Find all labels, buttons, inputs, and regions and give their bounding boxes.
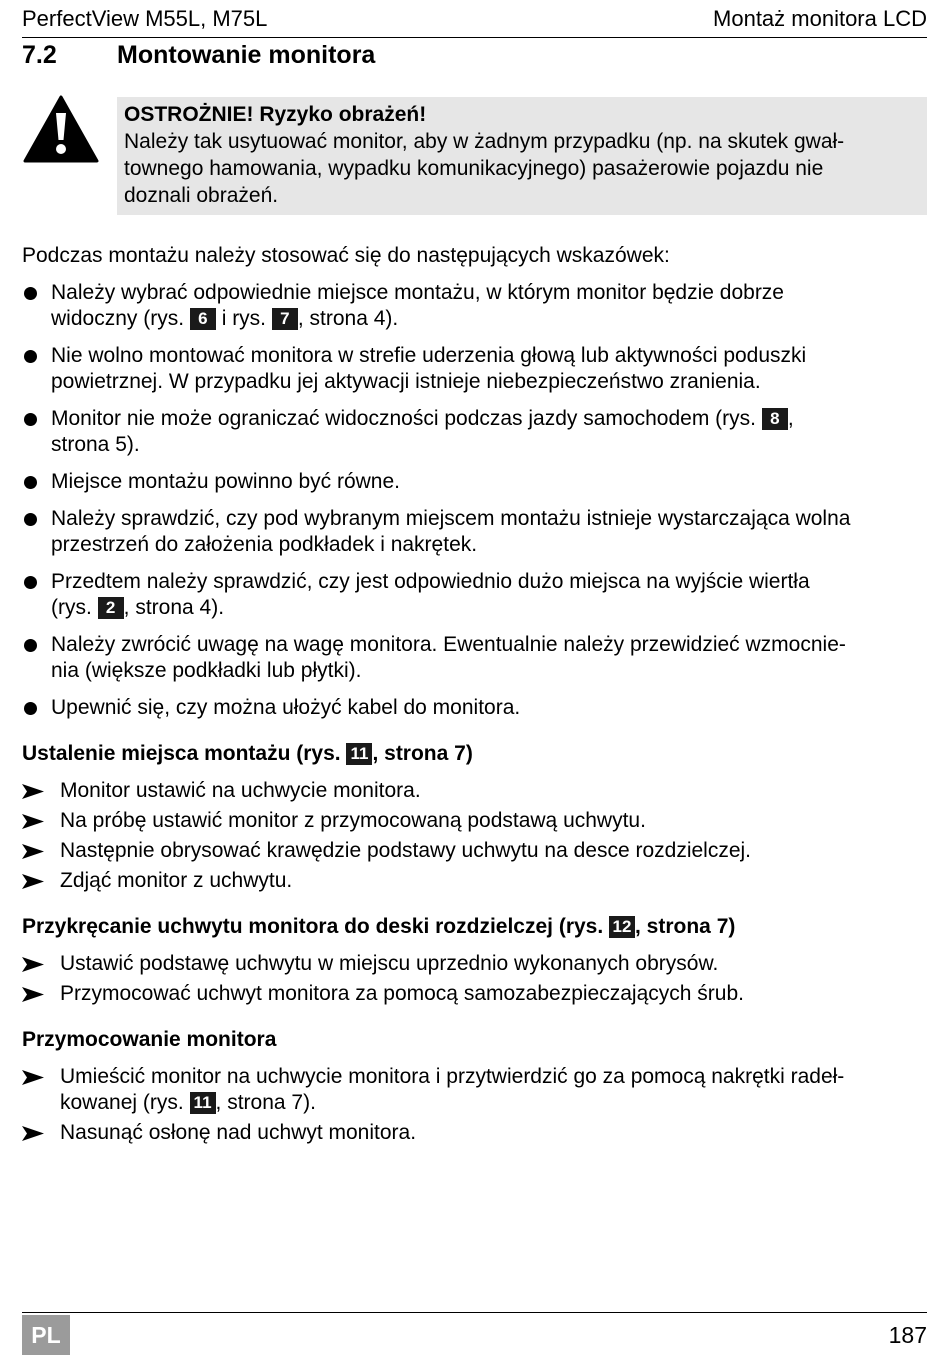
step-line: Przymocować uchwyt monitora za pomocą samozabezpieczających śrub.: [60, 982, 744, 1005]
text-run: , strona 7).: [215, 1091, 316, 1114]
section-title: Montowanie monitora: [117, 41, 376, 69]
figure-ref-badge: 8: [762, 408, 788, 430]
warning-triangle-icon: [23, 95, 99, 163]
bullet-line: [51, 306, 927, 332]
arrow-bullet-icon: [22, 987, 44, 1002]
bullet-item: [22, 569, 927, 621]
page-header: [22, 5, 927, 38]
section-number: 7.2: [22, 41, 57, 69]
subheading-screw-mount: [22, 915, 735, 939]
step-line: Umieścić monitor na uchwycie monitora i przytwierdzić go za pomocą nakrętki radeł-: [60, 1065, 845, 1088]
step-line: Ustawić podstawę uchwytu w miejscu uprzednio wykonanych obrysów.: [60, 952, 719, 975]
text-run: Ustalenie miejsca montażu (rys.: [22, 742, 347, 765]
arrow-bullet-icon: [22, 784, 44, 799]
subheading-determine-location: [22, 742, 473, 766]
step-line: [60, 1090, 927, 1116]
warning-title: OSTROŻNIE! Ryzyko obrażeń!: [124, 103, 427, 126]
text-run: , strona 4).: [123, 596, 225, 619]
bullet-item: [22, 695, 927, 721]
warning-box: [117, 97, 927, 215]
figure-ref-badge: 12: [609, 916, 635, 938]
subheading-attach-monitor: Przymocowanie monitora: [22, 1028, 277, 1051]
step-item: [22, 1064, 927, 1116]
text-run: (rys.: [51, 596, 98, 619]
text-run: i rys.: [215, 307, 272, 330]
figure-ref-badge: 7: [272, 308, 298, 330]
bullet-line: Przedtem należy sprawdzić, czy jest odpowiednio dużo miejsca na wyjście wiertła: [51, 570, 810, 593]
figure-ref-badge: 2: [98, 597, 124, 619]
warning-line: Należy tak usytuować monitor, aby w żadnym przypadku (np. na skutek gwał-: [124, 130, 845, 153]
bullet-line: przestrzeń do założenia podkładek i nakrętek.: [51, 533, 478, 556]
warning-line: doznali obrażeń.: [124, 184, 279, 207]
bullet-line: Należy sprawdzić, czy pod wybranym miejscem montażu istnieje wystarczająca wolna: [51, 507, 851, 530]
bullet-dot: [24, 287, 37, 300]
text-run: kowanej (rys.: [60, 1091, 190, 1114]
text-run: , strona 4).: [297, 307, 399, 330]
step-item: [22, 838, 927, 864]
warning-line: townego hamowania, wypadku komunikacyjnego) pasażerowie pojazdu nie: [124, 157, 824, 180]
section-heading: [22, 41, 375, 70]
step-line: Następnie obrysować krawędzie podstawy uchwytu na desce rozdzielczej.: [60, 839, 752, 862]
text-run: , strona 7): [372, 742, 473, 765]
step-line: Monitor ustawić na uchwycie monitora.: [60, 779, 421, 802]
bullet-dot: [24, 476, 37, 489]
step-item: [22, 981, 927, 1007]
header-product: PerfectView M55L, M75L: [22, 6, 268, 31]
arrow-bullet-icon: [22, 814, 44, 829]
text-run: Przykręcanie uchwytu monitora do deski rozdzielczej (rys.: [22, 915, 610, 938]
bullet-item: [22, 343, 927, 395]
intro-paragraph: Podczas montażu należy stosować się do następujących wskazówek:: [22, 244, 670, 267]
page-number: 187: [888, 1322, 927, 1348]
language-badge: PL: [22, 1315, 70, 1355]
bullet-item: [22, 632, 927, 684]
step-item: [22, 951, 927, 977]
bullet-line: nia (większe podkładki lub płytki).: [51, 659, 362, 682]
bullet-line: Nie wolno montować monitora w strefie uderzenia głową lub aktywności poduszki: [51, 344, 807, 367]
header-chapter: Montaż monitora LCD: [713, 6, 927, 31]
bullet-dot: [24, 413, 37, 426]
text-run: widoczny (rys.: [51, 307, 190, 330]
bullet-line: Należy wybrać odpowiednie miejsce montażu, w którym monitor będzie dobrze: [51, 281, 784, 304]
bullet-item: [22, 280, 927, 332]
bullet-dot: [24, 639, 37, 652]
figure-ref-badge: 6: [190, 308, 216, 330]
bullet-line: [51, 406, 927, 432]
arrow-bullet-icon: [22, 874, 44, 889]
bullet-line: powietrznej. W przypadku jej aktywacji istnieje niebezpieczeństwo zranienia.: [51, 370, 761, 393]
bullet-dot: [24, 702, 37, 715]
warning-text: [124, 101, 914, 209]
step-item: [22, 808, 927, 834]
bullet-item: [22, 506, 927, 558]
bullet-dot: [24, 513, 37, 526]
bullet-dot: [24, 350, 37, 363]
step-item: [22, 778, 927, 804]
bullet-line: [51, 595, 927, 621]
arrow-bullet-icon: [22, 844, 44, 859]
figure-ref-badge: 11: [346, 743, 372, 765]
step-line: Zdjąć monitor z uchwytu.: [60, 869, 293, 892]
arrow-bullet-icon: [22, 957, 44, 972]
bullet-item: [22, 469, 927, 495]
step-item: [22, 1120, 927, 1146]
footer-divider: [22, 1312, 927, 1313]
figure-ref-badge: 11: [190, 1092, 216, 1114]
text-run: , strona 7): [635, 915, 736, 938]
text-run: Monitor nie może ograniczać widoczności podczas jazdy samochodem (rys.: [51, 407, 762, 430]
text-run: ,: [787, 407, 794, 430]
bullet-line: Należy zwrócić uwagę na wagę monitora. Ewentualnie należy przewidzieć wzmocnie-: [51, 633, 846, 656]
arrow-bullet-icon: [22, 1070, 44, 1085]
bullet-dot: [24, 576, 37, 589]
bullet-line: Miejsce montażu powinno być równe.: [51, 470, 401, 493]
step-line: Na próbę ustawić monitor z przymocowaną podstawą uchwytu.: [60, 809, 646, 832]
step-line: Nasunąć osłonę nad uchwyt monitora.: [60, 1121, 417, 1144]
bullet-item: [22, 406, 927, 458]
step-item: [22, 868, 927, 894]
bullet-line: strona 5).: [51, 433, 140, 456]
bullet-line: Upewnić się, czy można ułożyć kabel do monitora.: [51, 696, 521, 719]
arrow-bullet-icon: [22, 1126, 44, 1141]
